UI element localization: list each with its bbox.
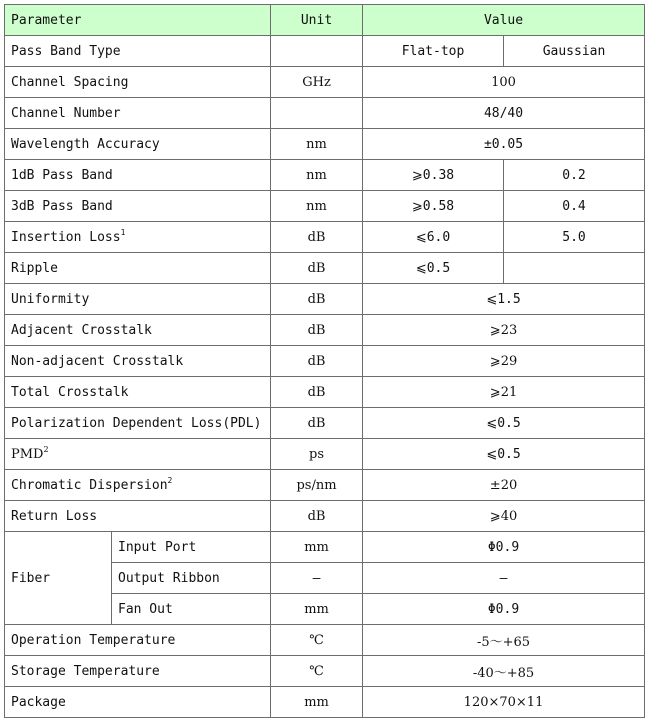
row-label: 3dB Pass Band — [5, 191, 271, 222]
row-value: ⩽0.5 — [363, 439, 645, 470]
flat-top-value: ⩽0.5 — [363, 253, 504, 284]
row-unit: nm — [271, 160, 363, 191]
table-row — [5, 191, 645, 222]
row-label: Polarization Dependent Loss(PDL) — [5, 408, 271, 439]
table-row — [5, 656, 645, 687]
row-label: 1dB Pass Band — [5, 160, 271, 191]
header-value: Value — [363, 5, 645, 36]
row-value: ±0.05 — [363, 129, 645, 160]
row-unit: dB — [271, 222, 363, 253]
table-row — [5, 222, 645, 253]
row-label: Input Port — [112, 532, 271, 563]
row-value: 48/40 — [363, 98, 645, 129]
table-row — [5, 160, 645, 191]
row-value: -40～+85 — [363, 656, 645, 687]
row-unit: dB — [271, 346, 363, 377]
footnote-marker: 2 — [43, 444, 49, 454]
row-unit: mm — [271, 594, 363, 625]
row-label: Fan Out — [112, 594, 271, 625]
row-unit: dB — [271, 315, 363, 346]
table-row — [5, 36, 645, 67]
gaussian-value: Gaussian — [504, 36, 645, 67]
row-value: ±20 — [363, 470, 645, 501]
row-label: Storage Temperature — [5, 656, 271, 687]
row-label: Channel Spacing — [5, 67, 271, 98]
table-row — [5, 315, 645, 346]
row-value: ⩾23 — [363, 315, 645, 346]
flat-top-value: ⩾0.58 — [363, 191, 504, 222]
table-row — [5, 129, 645, 160]
header-unit: Unit — [271, 5, 363, 36]
row-unit: dB — [271, 408, 363, 439]
row-label: Operation Temperature — [5, 625, 271, 656]
row-unit — [271, 98, 363, 129]
row-value: ⩾29 — [363, 346, 645, 377]
row-value: -5～+65 — [363, 625, 645, 656]
row-value: ⩽1.5 — [363, 284, 645, 315]
row-value: ⩽0.5 — [363, 408, 645, 439]
row-value: 100 — [363, 67, 645, 98]
table-row — [5, 687, 645, 718]
table-row — [5, 346, 645, 377]
row-value: 120×70×11 — [363, 687, 645, 718]
footnote-marker: 2 — [167, 475, 173, 485]
fiber-group-label: Fiber — [5, 532, 112, 625]
row-value: Φ0.9 — [363, 532, 645, 563]
row-label-text: Chromatic Dispersion — [11, 477, 168, 493]
flat-top-value: ⩽6.0 — [363, 222, 504, 253]
table-row — [5, 501, 645, 532]
row-unit: nm — [271, 191, 363, 222]
row-label: Package — [5, 687, 271, 718]
row-unit: — — [271, 563, 363, 594]
table-row — [5, 408, 645, 439]
row-label: Pass Band Type — [5, 36, 271, 67]
table-row — [5, 284, 645, 315]
row-unit: ps/nm — [271, 470, 363, 501]
table-row — [5, 98, 645, 129]
table-row — [5, 625, 645, 656]
row-unit: nm — [271, 129, 363, 160]
row-unit: dB — [271, 501, 363, 532]
row-label — [5, 222, 271, 253]
row-unit: mm — [271, 687, 363, 718]
row-unit: ps — [271, 439, 363, 470]
table-row — [5, 470, 645, 501]
spec-table — [4, 4, 645, 718]
table-row — [5, 377, 645, 408]
row-unit: dB — [271, 377, 363, 408]
flat-top-value: ⩾0.38 — [363, 160, 504, 191]
row-unit: ℃ — [271, 656, 363, 687]
header-parameter: Parameter — [5, 5, 271, 36]
row-unit: ℃ — [271, 625, 363, 656]
table-row — [5, 67, 645, 98]
row-label — [5, 439, 271, 470]
gaussian-value — [504, 253, 645, 284]
table-row — [5, 253, 645, 284]
row-unit: GHz — [271, 67, 363, 98]
gaussian-value: 0.2 — [504, 160, 645, 191]
row-label: Uniformity — [5, 284, 271, 315]
row-label: Channel Number — [5, 98, 271, 129]
flat-top-value: Flat-top — [363, 36, 504, 67]
gaussian-value: 5.0 — [504, 222, 645, 253]
table-row — [5, 439, 645, 470]
header-row — [5, 5, 645, 36]
row-label-text: Insertion Loss — [11, 229, 121, 245]
row-value: ⩾21 — [363, 377, 645, 408]
row-value: Φ0.9 — [363, 594, 645, 625]
row-unit: dB — [271, 253, 363, 284]
row-label-text: PMD — [11, 446, 44, 462]
row-label: Total Crosstalk — [5, 377, 271, 408]
row-label: Wavelength Accuracy — [5, 129, 271, 160]
row-unit — [271, 36, 363, 67]
row-label: Non-adjacent Crosstalk — [5, 346, 271, 377]
row-label — [5, 470, 271, 501]
row-unit: mm — [271, 532, 363, 563]
footnote-marker: 1 — [120, 227, 126, 237]
row-value: — — [363, 563, 645, 594]
row-label: Ripple — [5, 253, 271, 284]
table-row — [5, 532, 645, 563]
row-label: Adjacent Crosstalk — [5, 315, 271, 346]
row-value: ⩾40 — [363, 501, 645, 532]
row-label: Return Loss — [5, 501, 271, 532]
row-label: Output Ribbon — [112, 563, 271, 594]
gaussian-value: 0.4 — [504, 191, 645, 222]
row-unit: dB — [271, 284, 363, 315]
